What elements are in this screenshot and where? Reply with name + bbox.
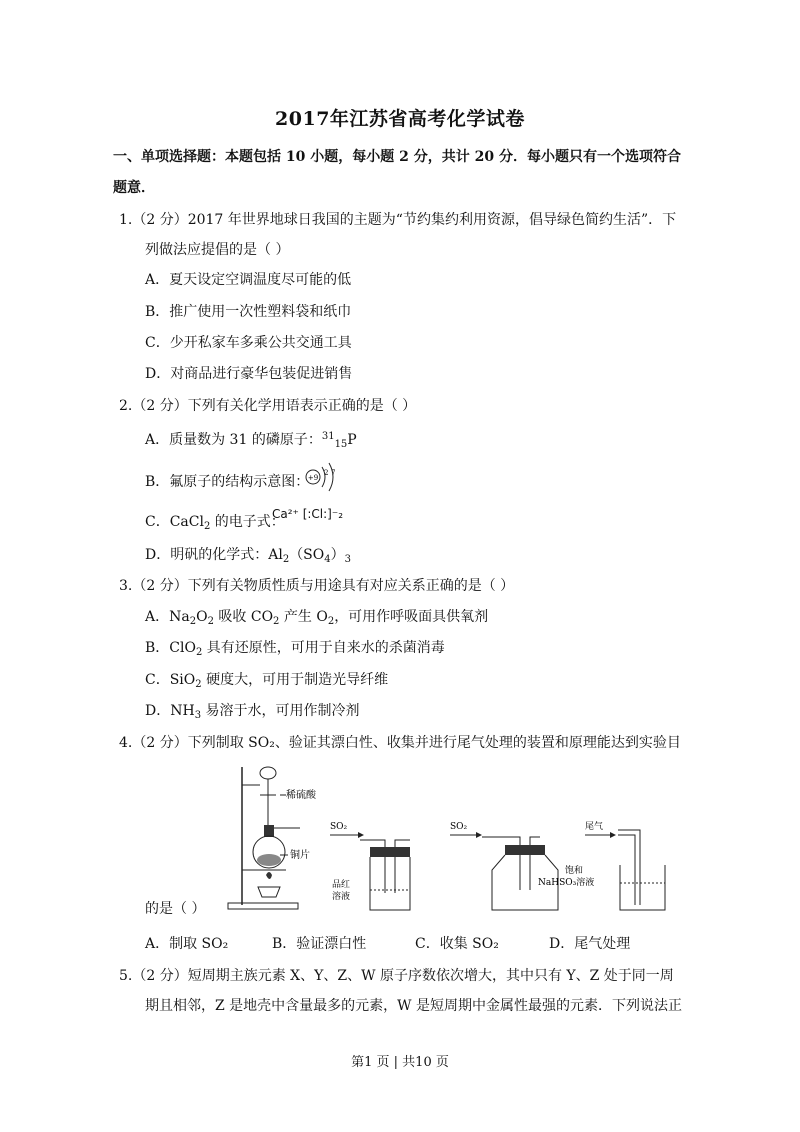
subscript: 2	[282, 554, 290, 565]
subscript: 2	[203, 521, 211, 532]
q3-stem: 3.（2 分）下列有关物质性质与用途具有对应关系正确的是（ ）	[119, 578, 515, 594]
mass-number: 31	[321, 431, 335, 442]
q4-option-b: B．验证漂白性	[272, 936, 367, 952]
subscript: 2	[195, 647, 203, 658]
text: ，可用作呼吸面具供氧剂	[334, 609, 489, 625]
subscript: 3	[344, 554, 352, 565]
label-dye-1: 品红	[332, 880, 351, 890]
q3-option-a	[145, 607, 488, 627]
q1-stem-cont: 列做法应提倡的是（ ）	[145, 242, 290, 258]
element-symbol: P	[347, 432, 357, 448]
page-footer: 第1 页 | 共10 页	[351, 1055, 449, 1070]
q2-option-d-text: D．明矾的化学式：Al	[145, 547, 283, 563]
q1-option-d: D．对商品进行豪华包装促进销售	[145, 366, 353, 382]
label-saturated: 饱和	[565, 866, 584, 876]
text: C．SiO	[145, 672, 196, 688]
nucleus-charge: +9	[307, 474, 319, 482]
q2-stem: 2.（2 分）下列有关化学用语表示正确的是（ ）	[119, 398, 417, 414]
q1-option-a: A．夏天设定空调温度尽可能的低	[145, 272, 352, 288]
text: 吸收 CO	[213, 609, 274, 625]
label-copper: 铜片	[290, 850, 310, 861]
q3-option-d	[145, 701, 360, 721]
electron-formula: Ca²⁺ [:Cl:]⁻₂	[272, 507, 343, 521]
q2-option-c	[145, 512, 285, 532]
q5-stem-cont: 期且相邻，Z 是地壳中含量最多的元素，W 是短周期中金属性最强的元素．下列说法正	[145, 998, 683, 1014]
fluorine-atom-diagram	[303, 459, 339, 495]
shell-electrons-1: 2	[324, 469, 329, 477]
subscript: 2	[207, 616, 214, 627]
label-so2-b: SO₂	[330, 822, 348, 832]
text: 产生 O	[279, 609, 328, 625]
text: 硬度大，可用于制造光导纤维	[201, 672, 389, 688]
q5-stem: 5.（2 分）短周期主族元素 X、Y、Z、W 原子序数依次增大，其中只有 Y、Z 处于同一周	[119, 968, 674, 984]
subscript: 2	[327, 616, 335, 627]
apparatus-b-bleaching	[330, 822, 410, 910]
q4-option-d: D．尾气处理	[549, 936, 631, 952]
text: 易溶于水，可用作制冷剂	[201, 703, 360, 719]
atomic-number: 15	[334, 439, 348, 450]
q1-option-b: B．推广使用一次性塑料袋和纸巾	[145, 304, 352, 320]
label-so2-c: SO₂	[450, 822, 468, 832]
label-dye-2: 溶液	[332, 892, 351, 902]
q4-stem-end: 的是（ ）	[145, 901, 206, 917]
q2-option-a-text: A．质量数为 31 的磷原子：	[145, 432, 322, 448]
section-heading-cont: 题意．	[113, 180, 155, 196]
formula-part: （SO	[289, 547, 325, 563]
q4-option-c: C．收集 SO₂	[415, 936, 499, 952]
text: D．NH	[145, 703, 195, 719]
q4-option-a: A．制取 SO₂	[145, 936, 229, 952]
subscript: 3	[194, 710, 202, 721]
q2-option-c-text: C．CaCl	[145, 514, 204, 530]
q2-option-d	[145, 545, 351, 565]
label-nahso3: NaHSO₃溶液	[538, 878, 595, 888]
text: A．Na	[145, 609, 190, 625]
apparatus-diagram	[220, 765, 690, 915]
apparatus-a-generator	[228, 767, 317, 909]
shell-electrons-2: 7	[331, 469, 336, 477]
apparatus-d-tail-gas	[538, 820, 665, 910]
q2-option-b: B．氟原子的结构示意图：	[145, 474, 310, 490]
q3-option-c	[145, 670, 388, 690]
q4-stem: 4.（2 分）下列制取 SO₂、验证其漂白性、收集并进行尾气处理的装置和原理能达到实验目	[119, 735, 681, 751]
label-tail-gas: 尾气	[585, 822, 604, 832]
q2-option-c-suffix: 的电子式：	[210, 514, 285, 530]
formula-part: ）	[330, 547, 345, 563]
q2-option-a	[145, 430, 357, 450]
text: 具有还原性，可用于自来水的杀菌消毒	[202, 640, 445, 656]
subscript: 2	[273, 616, 280, 627]
q3-option-b	[145, 638, 445, 658]
q1-stem: 1.（2 分）2017 年世界地球日我国的主题为“节约集约利用资源，倡导绿色简约生活”．下	[119, 212, 677, 228]
subscript: 2	[189, 616, 197, 627]
subscript: 4	[324, 554, 331, 565]
q1-option-c: C．少开私家车多乘公共交通工具	[145, 335, 352, 351]
section-heading: 一、单项选择题：本题包括 10 小题，每小题 2 分，共计 20 分．每小题只有一个选项符合	[113, 149, 681, 165]
text: B．ClO	[145, 640, 196, 656]
text: O	[196, 609, 208, 625]
page-title: 2017年江苏省高考化学试卷	[275, 108, 525, 130]
subscript: 2	[195, 679, 202, 690]
apparatus-c-collection	[450, 822, 558, 910]
label-acid: 稀硫酸	[286, 790, 316, 801]
